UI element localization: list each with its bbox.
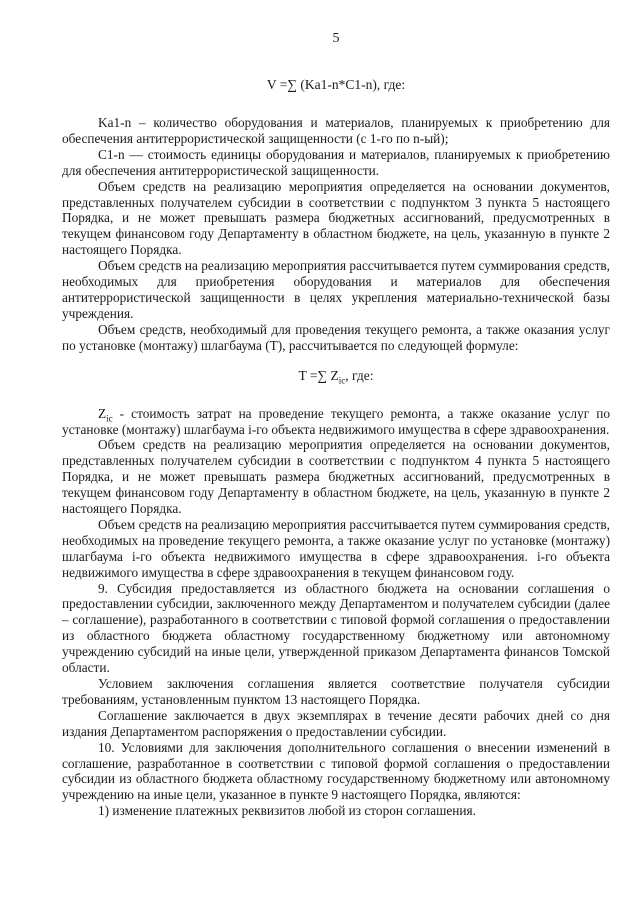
zic-sub: ic bbox=[106, 413, 113, 424]
formula-t-suffix: , где: bbox=[345, 367, 374, 383]
paragraph-item-9: 9. Субсидия предоставляется из областного бюджета на основании соглашения о предоставлении субсидии, заключенного между Департаментом и получателем субсидии (далее – соглашение), разработанного в соответствии с типовой формой соглашения о предоставлении из областного бюджета областному государственному бюджетному или автономному учреждению субсидий на иные цели, утвержденной приказом Департамента финансов Томской области. bbox=[62, 580, 610, 676]
paragraph-zic bbox=[62, 406, 610, 438]
paragraph-volume-repair: Объем средств, необходимый для проведения текущего ремонта, а также оказания услуг по установке (монтажу) шлагбаума (T), рассчитывается по следующей формуле: bbox=[62, 321, 610, 353]
formula-v: V =∑ (Ka1-n*C1-n), где: bbox=[266, 77, 406, 92]
paragraph-volume-2: Объем средств на реализацию мероприятия рассчитывается путем суммирования средств, необходимых для приобретения оборудования и материалов для обеспечения антитеррористической защищенности в целях укрепления материально-технической базы учреждения. bbox=[62, 258, 610, 321]
paragraph-item-10-1: 1) изменение платежных реквизитов любой из сторон соглашения. bbox=[98, 803, 476, 819]
formula-t-sub: ic bbox=[338, 375, 346, 386]
document-page bbox=[62, 30, 610, 819]
paragraph-c: C1-n — стоимость единицы оборудования и материалов, планируемых к приобретению для обеспечения антитеррористической защищенности. bbox=[62, 146, 610, 178]
paragraph-agreement: Соглашение заключается в двух экземплярах в течение десяти рабочих дней со дня издания Департаментом распоряжения о предоставлении субсидии. bbox=[62, 707, 610, 739]
paragraph-condition: Условием заключения соглашения является соответствие получателя субсидии требованиям, установленным пунктом 13 настоящего Порядка. bbox=[62, 676, 610, 707]
paragraph-volume-3: Объем средств на реализацию мероприятия определяется на основании документов, представленных получателем субсидии в соответствии с подпунктом 4 пункта 5 настоящего Порядка, и не может превышать размера бюджетных ассигнований, предусмотренных в текущем финансовом году Департаменту в областном бюджете, на цель, указанную в пункте 2 настоящего Порядка. bbox=[62, 437, 610, 517]
zic-text: - стоимость затрат на проведение текущего ремонта, а также оказание услуг по установке (монтажу) шлагбаума i-го объекта недвижимого имущества в сфере здравоохранения. bbox=[62, 405, 610, 437]
page-number: 5 bbox=[332, 31, 340, 46]
paragraph-volume-1: Объем средств на реализацию мероприятия определяется на основании документов, представленных получателем субсидии в соответствии с подпунктом 3 пункта 5 настоящего Порядка, и не может превышать размера бюджетных ассигнований, предусмотренных в текущем финансовом году Департаменту в областном бюджете, на цель, указанную в пункте 2 настоящего Порядка. bbox=[62, 178, 610, 258]
paragraph-ka: Ka1-n – количество оборудования и материалов, планируемых к приобретению для обеспечения антитеррористической защищенности (с 1-го по n-ый); bbox=[62, 115, 610, 146]
formula-t-prefix: T =∑ Z bbox=[298, 367, 339, 383]
zic-prefix: Z bbox=[98, 405, 107, 421]
formula-t bbox=[62, 368, 610, 384]
paragraph-volume-4: Объем средств на реализацию мероприятия рассчитывается путем суммирования средств, необходимых на проведение текущего ремонта, а также оказание услуг по установке (монтажу) шлагбаума i-го объекта недвижимого имущества в сфере здравоохранения. i-го объекта недвижимого имущества в сфере здравоохранения в текущем финансовом году. bbox=[62, 516, 610, 580]
paragraph-item-10: 10. Условиями для заключения дополнительного соглашения о внесении изменений в соглашение, разработанное в соответствии с типовой формой соглашения о предоставлении субсидии из областного бюджета областному государственному бюджетному или автономному учреждению на иные цели, указанное в пункте 9 настоящего Порядка, являются: bbox=[62, 739, 610, 803]
